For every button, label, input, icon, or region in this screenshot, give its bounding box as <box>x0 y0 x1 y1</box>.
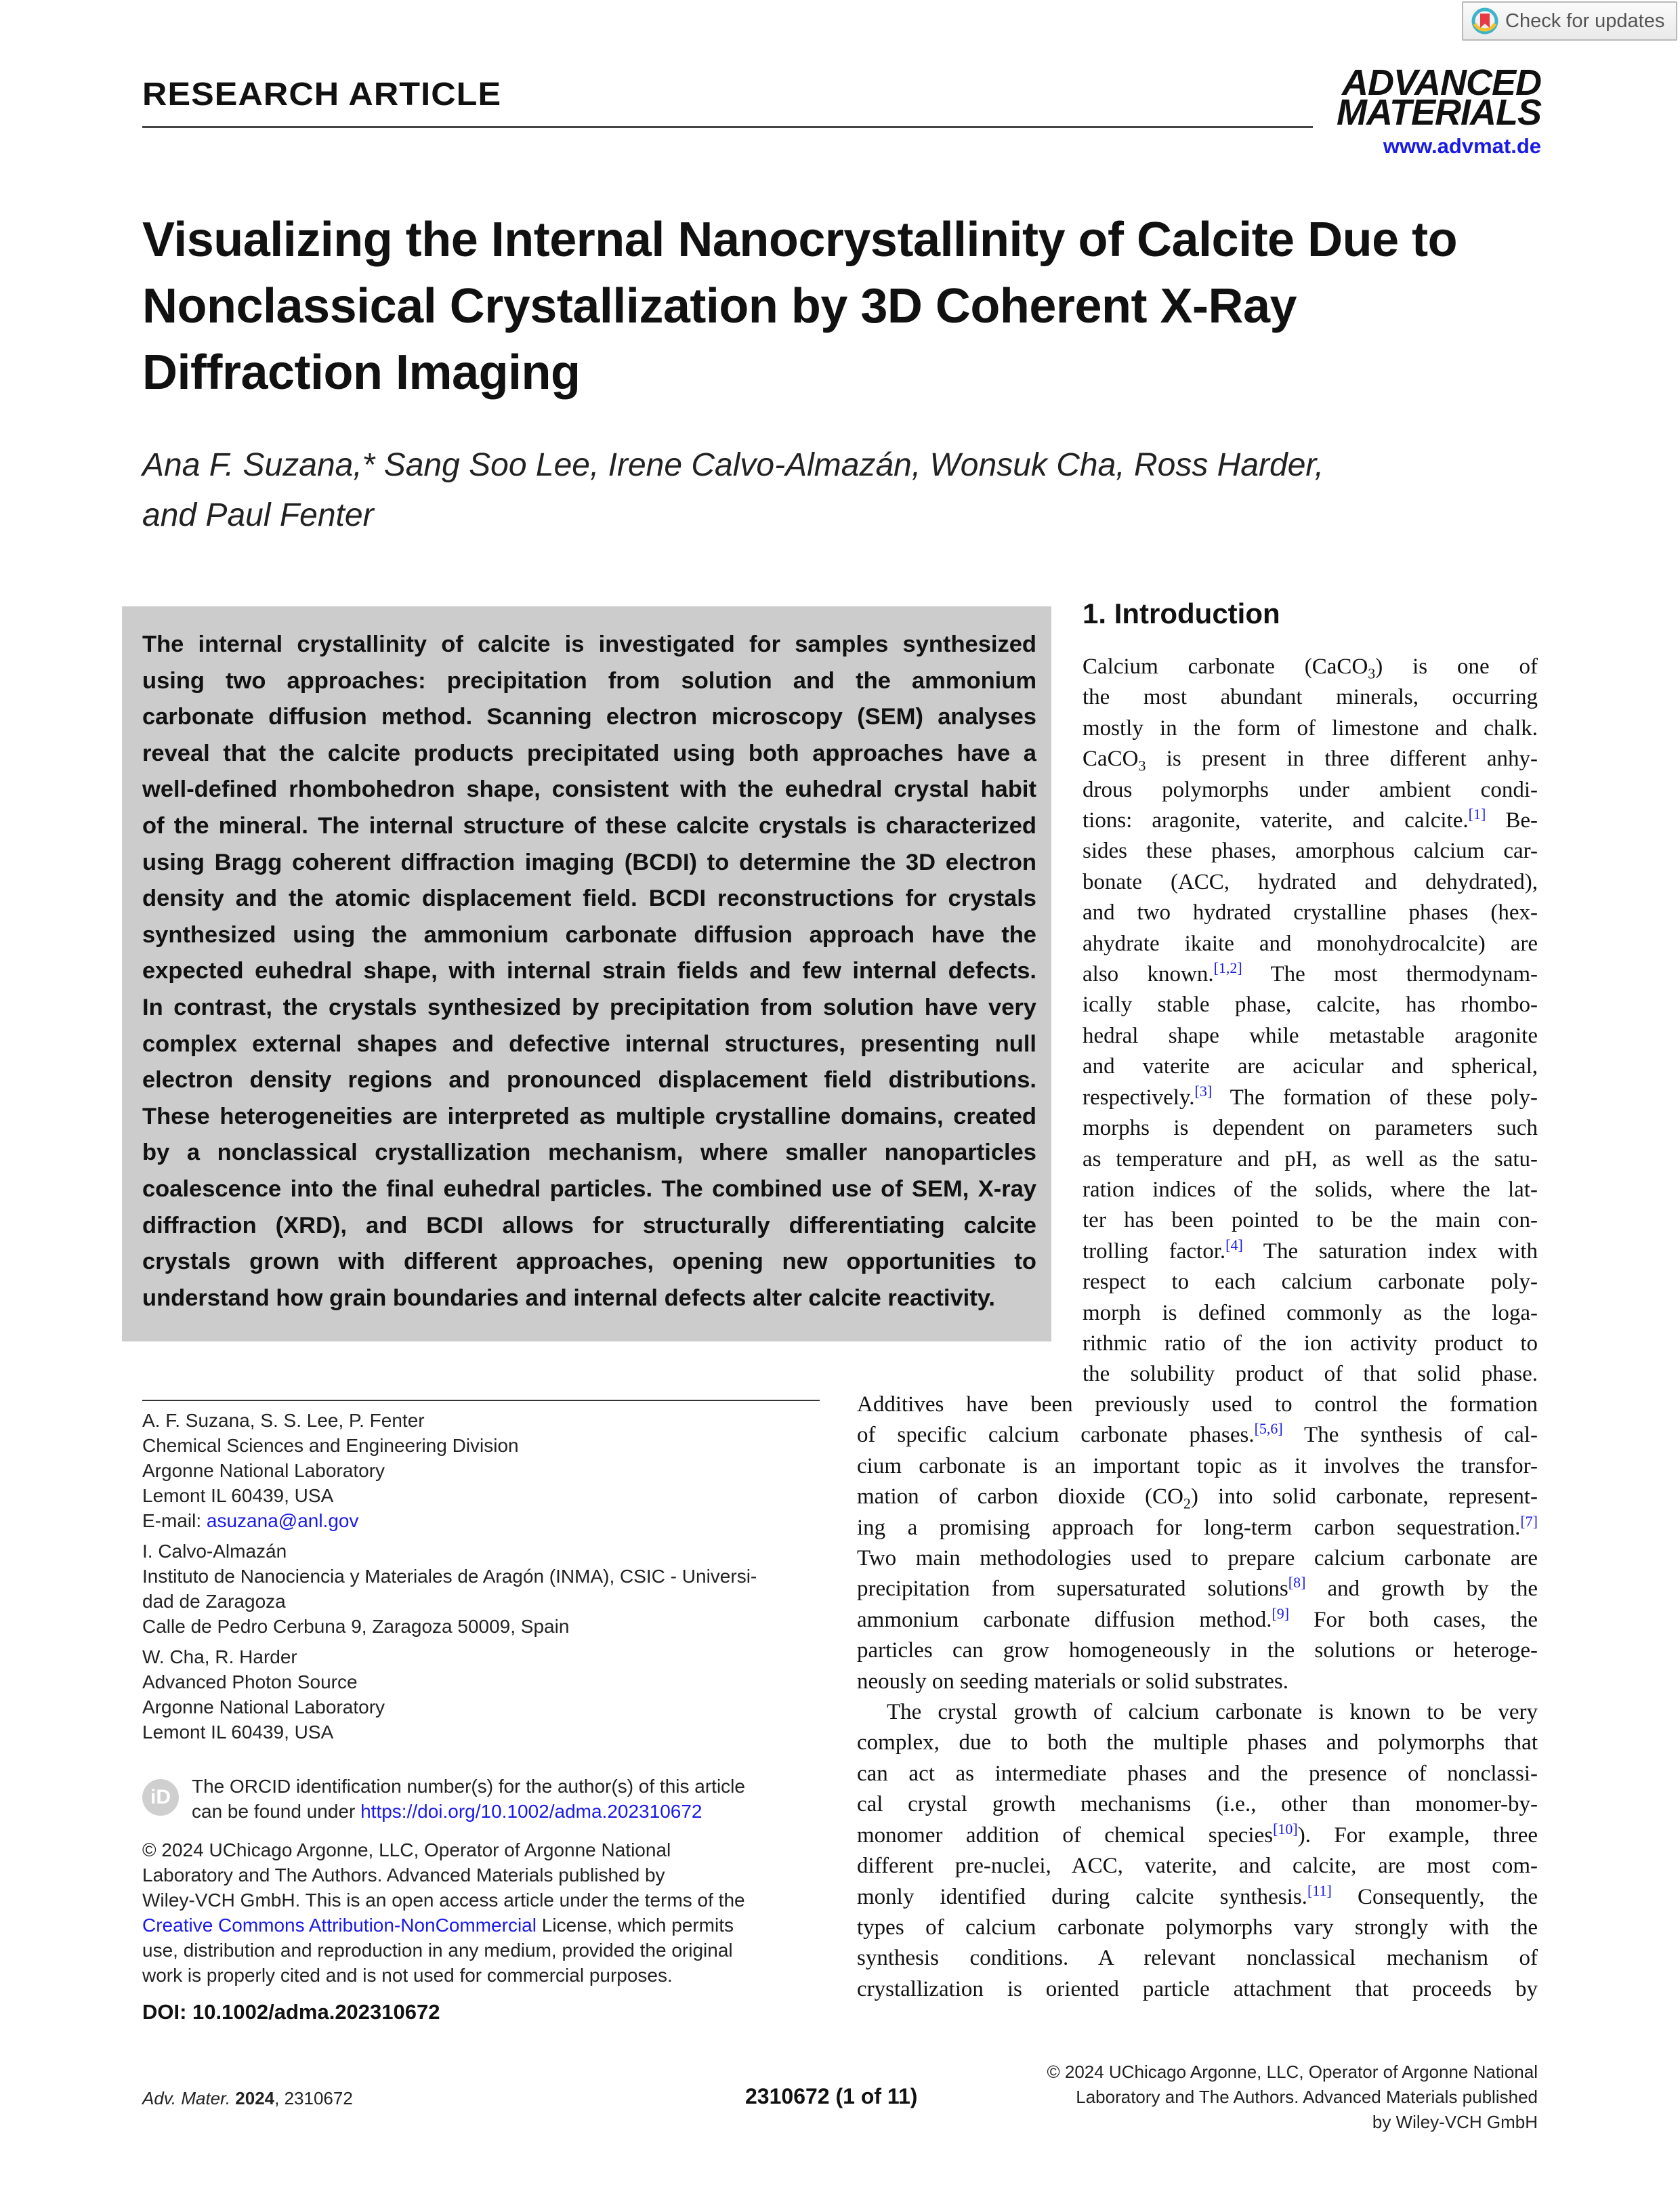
body-text-line: CaCO$_3$ is present in three different anhy- <box>1083 747 1538 774</box>
abstract-text <box>142 627 1036 1316</box>
citation-link[interactable]: [10] <box>1273 1820 1298 1837</box>
body-text-line: drous polymorphs under ambient condi- <box>1083 777 1538 802</box>
body-text-line: ing a promising approach for long-term carbon sequestration.[7] <box>857 1512 1538 1540</box>
abstract-line: crystals grown with different approaches, opening new opportunities to <box>142 1249 1036 1275</box>
body-text-line: can act as intermediate phases and the presence of nonclassi- <box>857 1761 1538 1786</box>
copyright-line: use, distribution and reproduction in any medium, provided the original <box>142 1940 733 1961</box>
body-text-line: Two main methodologies used to prepare calcium carbonate are <box>857 1546 1538 1571</box>
affiliation-group <box>142 1539 826 1639</box>
affiliation-line: Chemical Sciences and Engineering Division <box>142 1435 519 1456</box>
orcid-icon: iD <box>142 1779 179 1816</box>
article-title <box>142 207 1538 406</box>
orcid-doi-link[interactable]: https://doi.org/10.1002/adma.202310672 <box>360 1801 702 1822</box>
footer-copyright-line: Laboratory and The Authors. Advanced Materials published <box>1076 2087 1538 2107</box>
body-text-line: rithmic ratio of the ion activity product to <box>1083 1331 1538 1356</box>
body-text-line: the most abundant minerals, occurring <box>1083 685 1538 710</box>
journal-url-link[interactable]: www.advmat.de <box>1383 134 1541 158</box>
copyright-notice <box>142 1837 826 1988</box>
license-link[interactable]: Creative Commons Attribution-NonCommercial <box>142 1915 537 1936</box>
copyright-line: © 2024 UChicago Argonne, LLC, Operator of Argonne National <box>142 1839 671 1860</box>
section-heading-introduction: 1. Introduction <box>1083 598 1280 629</box>
affiliation-names: A. F. Suzana, S. S. Lee, P. Fenter <box>142 1410 425 1431</box>
copyright-line: work is properly cited and is not used for commercial purposes. <box>142 1965 673 1986</box>
affiliation-line: Advanced Photon Source <box>142 1671 358 1692</box>
affiliation-rule <box>142 1400 820 1401</box>
abstract-line: The internal crystallinity of calcite is investigated for samples synthesized <box>142 631 1036 657</box>
affiliation-line: Argonne National Laboratory <box>142 1696 385 1717</box>
body-text-line: and two hydrated crystalline phases (hex- <box>1083 900 1538 925</box>
affiliation-line: Instituto de Nanociencia y Materiales de Aragón (INMA), CSIC - Universi- <box>142 1566 757 1587</box>
body-text-line: morphs is dependent on parameters such <box>1083 1116 1538 1141</box>
abstract-line: density and the atomic displacement field. BCDI reconstructions for crystals <box>142 886 1036 912</box>
copyright-line: Wiley-VCH GmbH. This is an open access article under the terms of the <box>142 1890 745 1911</box>
body-text-line: tions: aragonite, vaterite, and calcite.[1] Be- <box>1083 806 1538 833</box>
orcid-prefix: can be found under <box>192 1801 361 1822</box>
footer-copyright-line: © 2024 UChicago Argonne, LLC, Operator of Argonne National <box>1047 2062 1538 2082</box>
body-text-line: monomer addition of chemical species[10]). For example, three <box>857 1820 1538 1848</box>
citation-link[interactable]: [11] <box>1307 1881 1332 1899</box>
title-line: Visualizing the Internal Nanocrystallinity of Calcite Due to <box>142 213 1458 267</box>
check-for-updates-label: Check for updates <box>1505 9 1665 32</box>
body-text-line: complex, due to both the multiple phases and polymorphs that <box>857 1730 1538 1755</box>
affiliation-line: Calle de Pedro Cerbuna 9, Zaragoza 50009, Spain <box>142 1616 570 1637</box>
body-text-line: Calcium carbonate (CaCO$_3$) is one of <box>1083 654 1538 682</box>
intro-right-column <box>1083 652 1538 1390</box>
header-rule <box>142 126 1313 128</box>
abstract-line: These heterogeneities are interpreted as multiple crystalline domains, created <box>142 1103 1036 1129</box>
body-text-line: as temperature and pH, as well as the satu- <box>1083 1146 1538 1171</box>
intro-wide-column <box>857 1390 1538 2005</box>
body-text-line: respect to each calcium carbonate poly- <box>1083 1270 1538 1295</box>
affiliation-line: Argonne National Laboratory <box>142 1460 385 1481</box>
email-row <box>142 1508 826 1533</box>
abstract-line: reveal that the calcite products precipitated using both approaches have a <box>142 740 1036 766</box>
body-text-line: mostly in the form of limestone and chalk. <box>1083 715 1538 741</box>
abstract-line: by a nonclassical crystallization mechanism, where smaller nanoparticles <box>142 1140 1036 1166</box>
abstract-line: using Bragg coherent diffraction imaging (BCDI) to determine the 3D electron <box>142 849 1036 875</box>
section-label: RESEARCH ARTICLE <box>142 77 502 112</box>
citation-link[interactable]: [3] <box>1194 1082 1213 1100</box>
email-label: E-mail: <box>142 1510 207 1531</box>
affiliations <box>142 1408 826 1750</box>
check-for-updates-button[interactable] <box>1462 1 1677 41</box>
affiliation-line: Lemont IL 60439, USA <box>142 1722 334 1743</box>
citation-link[interactable]: [5,6] <box>1254 1420 1283 1438</box>
abstract-line: understand how grain boundaries and internal defects alter calcite reactivity. <box>142 1285 995 1311</box>
body-text-line: morph is defined commonly as the loga- <box>1083 1300 1538 1325</box>
subscript: 2 <box>1183 1495 1191 1512</box>
author-list <box>142 440 1538 541</box>
body-text-line: ically stable phase, calcite, has rhombo- <box>1083 993 1538 1018</box>
author-line: and Paul Fenter <box>142 497 374 533</box>
body-text-line: monly identified during calcite synthesis.[11] Consequently, the <box>857 1881 1538 1909</box>
body-text-line: also known.[1,2] The most thermodynam- <box>1083 959 1538 987</box>
body-text-line: Additives have been previously used to control the formation <box>857 1392 1538 1417</box>
affiliation-group <box>142 1408 826 1533</box>
body-text-line: cium carbonate is an important topic as it involves the transfor- <box>857 1453 1538 1478</box>
body-text-line: different pre-nuclei, ACC, vaterite, and calcite, are most com- <box>857 1854 1538 1879</box>
footer-article-number: , 2310672 <box>274 2088 353 2108</box>
footer-year: 2024 <box>235 2088 275 2108</box>
affiliation-names: I. Calvo-Almazán <box>142 1541 287 1562</box>
affiliation-line: Lemont IL 60439, USA <box>142 1485 334 1506</box>
doi-label: DOI: 10.1002/adma.202310672 <box>142 2000 440 2024</box>
abstract-line: well-defined rhombohedron shape, consistent with the euhedral crystal habit <box>142 776 1036 803</box>
body-text-line: ahydrate ikaite and monohydrocalcite) are <box>1083 931 1538 956</box>
citation-link[interactable]: [8] <box>1288 1574 1306 1591</box>
body-text-line: the solubility product of that solid phase. <box>1083 1362 1538 1387</box>
abstract-line: synthesized using the ammonium carbonate diffusion approach have the <box>142 921 1036 948</box>
body-text-line: mation of carbon dioxide $(CO_2)$ into solid carbonate, represent- <box>857 1484 1538 1512</box>
citation-link[interactable]: [1,2] <box>1213 959 1242 977</box>
body-text-line: hedral shape while metastable aragonite <box>1083 1023 1538 1048</box>
title-line: Diffraction Imaging <box>142 346 581 400</box>
body-text-line: particles can grow homogeneously in the solutions or heteroge- <box>857 1638 1538 1663</box>
journal-logo-line2: MATERIALS <box>1337 92 1541 133</box>
abstract-line: coalescence into the final euhedral particles. The combined use of SEM, X-ray <box>142 1175 1036 1202</box>
abstract-line: using two approaches: precipitation from solution and the ammonium <box>142 667 1036 694</box>
affiliation-group <box>142 1644 826 1745</box>
body-text-line: bonate (ACC, hydrated and dehydrated), <box>1083 869 1538 894</box>
title-line: Nonclassical Crystallization by 3D Coherent X-Ray <box>142 279 1297 333</box>
orcid-line: The ORCID identification number(s) for the author(s) of this article <box>192 1776 745 1797</box>
body-text-line: ter has been pointed to be the main con- <box>1083 1208 1538 1233</box>
footer-copyright-line: by Wiley-VCH GmbH <box>1372 2112 1538 2132</box>
body-text-line: neously on seeding materials or solid substrates. <box>857 1669 1288 1694</box>
crossmark-icon <box>1471 7 1498 35</box>
body-text-line: ammonium carbonate diffusion method.[9] For both cases, the <box>857 1604 1538 1632</box>
abstract-line: complex external shapes and defective internal structures, presenting null <box>142 1030 1036 1057</box>
copyright-line: Laboratory and The Authors. Advanced Materials published by <box>142 1865 665 1886</box>
footer-citation <box>142 2088 353 2109</box>
journal-logo-line1: ADVANCED <box>1341 62 1541 103</box>
abstract-line: carbonate diffusion method. Scanning electron microscopy (SEM) analyses <box>142 704 1036 730</box>
body-text-line: trolling factor.[4] The saturation index with <box>1083 1236 1538 1264</box>
body-text-line: sides these phases, amorphous calcium car- <box>1083 839 1538 864</box>
page-number: 2310672 (1 of 11) <box>745 2084 918 2108</box>
license-suffix: License, which permits <box>536 1915 734 1936</box>
author-line: Ana F. Suzana,* Sang Soo Lee, Irene Calvo-Almazán, Wonsuk Cha, Ross Harder, <box>142 447 1324 483</box>
body-text-line: and vaterite are acicular and spherical, <box>1083 1054 1538 1079</box>
body-text-line: precipitation from supersaturated solutions[8] and growth by the <box>857 1574 1538 1602</box>
abstract-box <box>122 606 1051 1341</box>
citation-link[interactable]: [9] <box>1272 1604 1290 1622</box>
journal-logo <box>1318 62 1541 133</box>
orcid-text <box>192 1774 828 1824</box>
footer-copyright <box>1016 2060 1538 2135</box>
abstract-line: diffraction (XRD), and BCDI allows for structurally differentiating calcite <box>142 1212 1036 1238</box>
citation-link[interactable]: [4] <box>1225 1236 1243 1253</box>
affiliation-line: dad de Zaragoza <box>142 1591 286 1612</box>
abstract-line: In contrast, the crystals synthesized by precipitation from solution have very <box>142 994 1036 1020</box>
citation-link[interactable]: [1] <box>1468 806 1486 823</box>
copyright-line <box>142 1913 826 1938</box>
body-text-line: respectively.[3] The formation of these poly- <box>1083 1082 1538 1110</box>
affiliation-names: W. Cha, R. Harder <box>142 1646 297 1667</box>
abstract-line: electron density regions and pronounced displacement field distributions. <box>142 1067 1036 1093</box>
body-text-line: ration indices of the solids, where the lat- <box>1083 1177 1538 1202</box>
body-text-line: cal crystal growth mechanisms (i.e., other than monomer-by- <box>857 1792 1538 1817</box>
body-text-line: types of calcium carbonate polymorphs vary strongly with the <box>857 1915 1538 1940</box>
orcid-line <box>192 1799 828 1824</box>
body-text-line: of specific calcium carbonate phases.[5,6] The synthesis of cal- <box>857 1420 1538 1448</box>
body-text-line: The crystal growth of calcium carbonate is known to be very <box>887 1700 1538 1725</box>
citation-link[interactable]: [7] <box>1520 1512 1538 1530</box>
email-link[interactable]: asuzana@anl.gov <box>206 1510 359 1531</box>
abstract-line: of the mineral. The internal structure of these calcite crystals is characterized <box>142 812 1036 839</box>
abstract-line: expected euhedral shape, with internal strain fields and few internal defects. <box>142 958 1036 984</box>
body-text-line: synthesis conditions. A relevant nonclassical mechanism of <box>857 1946 1538 1971</box>
body-text-line: crystallization is oriented particle attachment that proceeds by <box>857 1976 1538 2001</box>
subscript: 3 <box>1368 665 1376 682</box>
subscript: 3 <box>1138 757 1146 774</box>
journal-abbrev: Adv. Mater. <box>142 2088 231 2108</box>
